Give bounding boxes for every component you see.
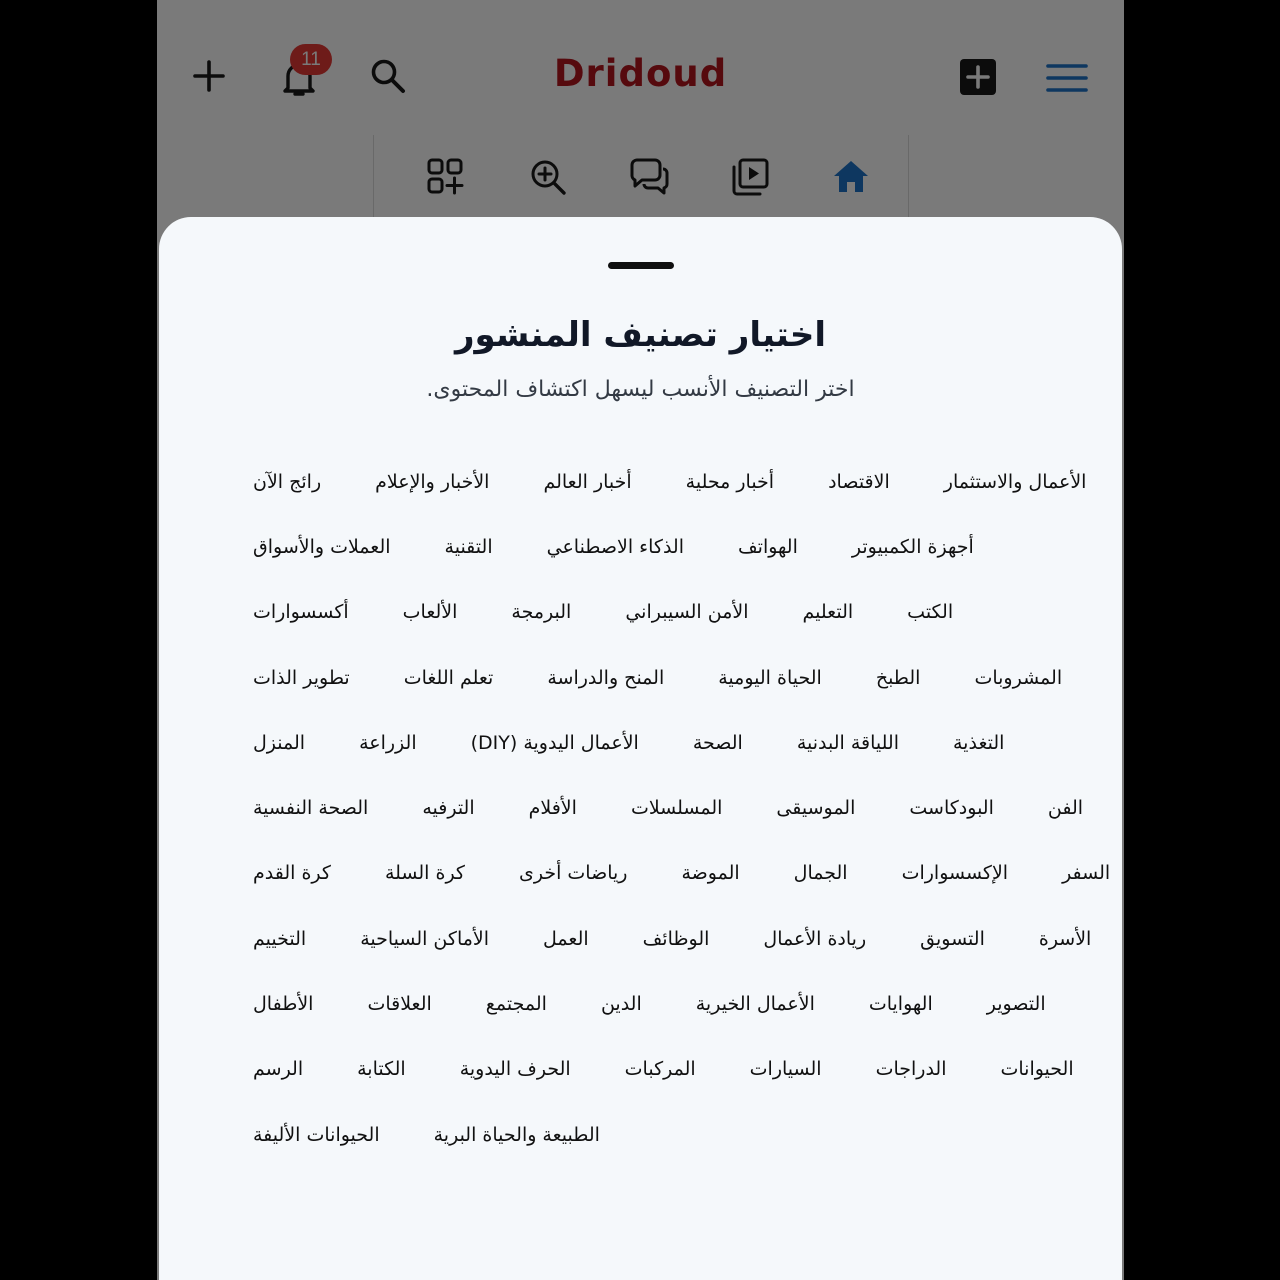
category-option[interactable]: الأعمال اليدوية (DIY) (470, 731, 639, 754)
category-option[interactable]: السيارات (749, 1058, 822, 1081)
category-option[interactable]: تطوير الذات (253, 666, 350, 689)
category-option[interactable]: الطبخ (875, 666, 921, 689)
category-option[interactable]: المسلسلات (630, 797, 723, 820)
category-option[interactable]: الأفلام (528, 797, 577, 820)
category-bottom-sheet (159, 217, 1122, 1280)
category-option[interactable]: المشروبات (974, 666, 1063, 689)
category-option[interactable]: المنزل (253, 731, 306, 754)
category-option[interactable]: الموضة (681, 862, 740, 885)
category-option[interactable]: الجمال (793, 862, 848, 885)
category-option[interactable]: الفن (1047, 797, 1084, 820)
category-option[interactable]: تعلم اللغات (403, 666, 494, 689)
category-option[interactable]: كرة السلة (384, 862, 465, 885)
category-option[interactable]: رياضات أخرى (518, 862, 628, 885)
category-option[interactable]: الحياة اليومية (718, 666, 822, 689)
category-row (199, 841, 1111, 906)
category-option[interactable]: الزراعة (359, 731, 417, 754)
category-option[interactable]: كرة القدم (253, 862, 331, 885)
category-option[interactable]: الترفيه (422, 797, 475, 820)
category-option[interactable]: الأسرة (1038, 927, 1092, 950)
category-row (199, 1102, 1069, 1167)
category-option[interactable]: التقنية (444, 535, 493, 558)
category-row (199, 449, 1087, 514)
category-option[interactable]: العمل (543, 927, 589, 950)
category-option[interactable]: الوظائف (642, 927, 710, 950)
app-screen (157, 0, 1124, 1280)
category-option[interactable]: أكسسوارات (253, 601, 349, 624)
category-option[interactable]: الرسم (253, 1058, 304, 1081)
category-option[interactable]: الطبيعة والحياة البرية (433, 1123, 600, 1146)
category-option[interactable]: العلاقات (367, 993, 432, 1016)
category-option[interactable]: الأعمال والاستثمار (943, 470, 1087, 493)
category-option[interactable]: الدراجات (875, 1058, 947, 1081)
sheet-subtitle: اختر التصنيف الأنسب ليسهل اكتشاف المحتوى. (426, 377, 855, 402)
category-option[interactable]: البودكاست (909, 797, 994, 820)
category-option[interactable]: الأطفال (253, 993, 314, 1016)
category-row (199, 514, 1069, 579)
category-option[interactable]: الدين (600, 993, 642, 1016)
category-option[interactable]: الحرف اليدوية (459, 1058, 571, 1081)
category-option[interactable]: أخبار العالم (543, 470, 632, 493)
category-option[interactable]: رائج الآن (253, 470, 322, 493)
category-option[interactable]: أجهزة الكمبيوتر (851, 535, 974, 558)
category-option[interactable]: الألعاب (402, 601, 458, 624)
category-option[interactable]: الأخبار والإعلام (375, 470, 490, 493)
category-option[interactable]: الاقتصاد (828, 470, 890, 493)
category-option[interactable]: الحيوانات (1000, 1058, 1074, 1081)
category-option[interactable]: الموسيقى (776, 797, 856, 820)
category-row (199, 580, 1069, 645)
category-option[interactable]: التسويق (920, 927, 985, 950)
category-option[interactable]: ريادة الأعمال (763, 927, 867, 950)
category-row (199, 971, 1069, 1036)
category-row (199, 906, 1092, 971)
category-option[interactable]: الذكاء الاصطناعي (546, 535, 684, 558)
category-option[interactable]: المجتمع (485, 993, 547, 1016)
category-option[interactable]: أخبار محلية (685, 470, 775, 493)
category-option[interactable]: الصحة (692, 731, 743, 754)
category-row (199, 775, 1084, 840)
category-option[interactable]: الصحة النفسية (253, 797, 369, 820)
category-option[interactable]: التعليم (802, 601, 854, 624)
category-option[interactable]: المنح والدراسة (547, 666, 665, 689)
sheet-drag-handle[interactable] (608, 262, 674, 269)
category-option[interactable]: الهواتف (738, 535, 798, 558)
category-row (199, 1037, 1074, 1102)
category-option[interactable]: التخييم (253, 927, 307, 950)
category-list (199, 449, 1111, 1167)
category-row (199, 645, 1069, 710)
category-option[interactable]: الحيوانات الأليفة (253, 1123, 380, 1146)
category-option[interactable]: الهوايات (868, 993, 933, 1016)
category-option[interactable]: البرمجة (511, 601, 572, 624)
category-option[interactable]: الإكسسوارات (901, 862, 1009, 885)
category-option[interactable]: اللياقة البدنية (796, 731, 899, 754)
category-option[interactable]: الأعمال الخيرية (695, 993, 815, 1016)
sheet-title: اختيار تصنيف المنشور (454, 315, 827, 355)
category-option[interactable]: المركبات (624, 1058, 696, 1081)
category-option[interactable]: العملات والأسواق (253, 535, 391, 558)
category-option[interactable]: الأماكن السياحية (360, 927, 490, 950)
category-option[interactable]: التغذية (953, 731, 1005, 754)
category-option[interactable]: السفر (1062, 862, 1111, 885)
category-option[interactable]: الكتابة (357, 1058, 406, 1081)
category-row (199, 710, 1069, 775)
category-option[interactable]: التصوير (986, 993, 1046, 1016)
category-option[interactable]: الأمن السيبراني (625, 601, 749, 624)
category-option[interactable]: الكتب (907, 601, 954, 624)
